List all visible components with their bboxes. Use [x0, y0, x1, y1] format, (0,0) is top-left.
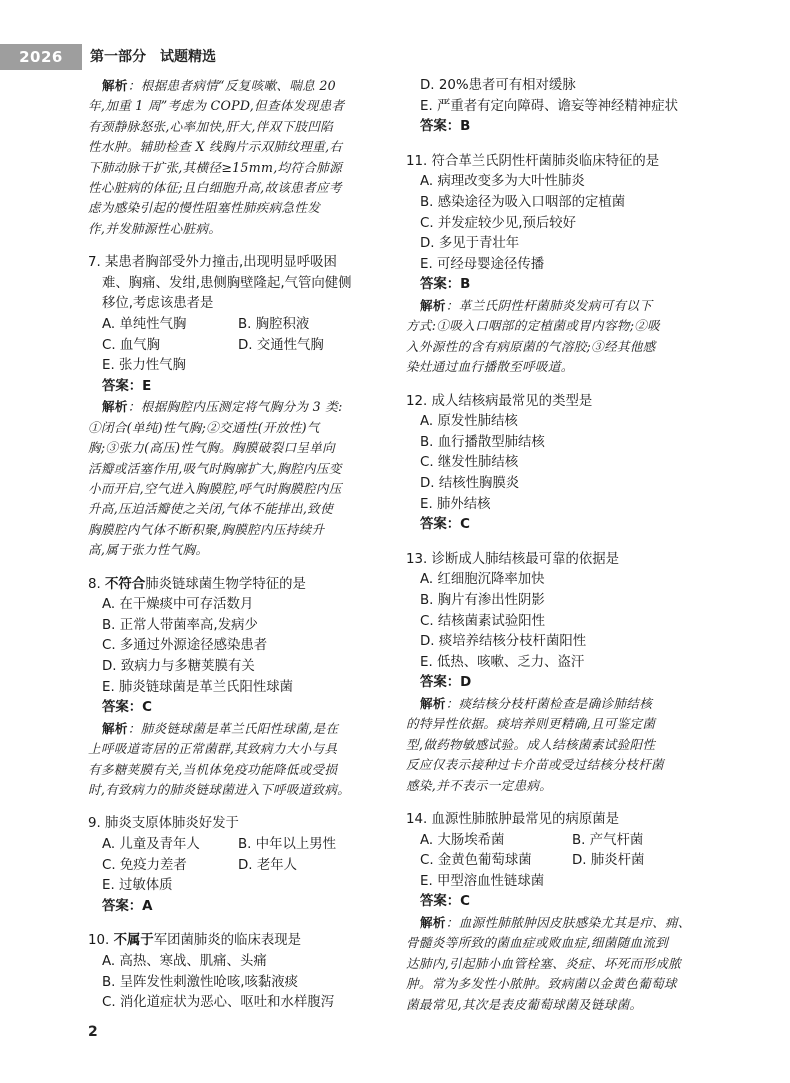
option-d[interactable]: D. 结核性胸膜炎: [420, 475, 520, 491]
explanation-line: 反应仅表示接种过卡介苗或受过结核分枝杆菌: [406, 757, 664, 773]
option-e[interactable]: E. 甲型溶血性链球菌: [420, 873, 545, 889]
option-d[interactable]: D. 致病力与多糖荚膜有关: [102, 659, 255, 675]
explanation-line: 性水肿。辅助检查 X 线胸片示双肺纹理重,右: [88, 139, 343, 155]
question-stem: 11. 符合革兰氏阴性杆菌肺炎临床特征的是: [406, 153, 660, 169]
option-c[interactable]: C. 血气胸: [102, 337, 161, 353]
explanation-line: 解析：血源性肺脓肿因皮肤感染尤其是疖、痈、: [420, 914, 691, 930]
option-d[interactable]: D. 多见于青壮年: [420, 236, 520, 252]
answer: 答案：B: [420, 119, 471, 135]
explanation-label: 解析: [102, 399, 128, 415]
explanation-line: 肿。常为多发性小脓肿。致病菌以金黄色葡萄球: [406, 976, 677, 992]
explanation-line: 感染,并不表示一定患病。: [406, 777, 553, 793]
option-c[interactable]: C. 免疫力差者: [102, 857, 187, 873]
right-column: [406, 76, 702, 1015]
explanation-line: 有颈静脉怒张,心率加快,肝大,伴双下肢凹陷: [88, 118, 333, 134]
option-a[interactable]: A. 红细胞沉降率加快: [420, 572, 545, 588]
explanation-line: 解析：革兰氏阴性杆菌肺炎发病可有以下: [420, 297, 653, 313]
explanation-line: 年,加重 1 周”考虑为 COPD,但查体发现患者: [88, 98, 345, 114]
explanation-label: 解析: [420, 914, 446, 930]
explanation-label: 解析: [102, 720, 128, 736]
option-a[interactable]: A. 大肠埃希菌: [420, 832, 505, 848]
explanation-line: 时,有致病力的肺炎链球菌进入下呼吸道致病。: [88, 782, 351, 798]
explanation-line: 胸;③张力(高压)性气胸。胸膜破裂口呈单向: [88, 440, 336, 456]
question-8: [88, 575, 378, 801]
option-row: [406, 851, 702, 872]
option-row: [406, 831, 702, 852]
page-header: [0, 44, 790, 70]
question-12: [406, 392, 702, 536]
question-10-continued: [406, 76, 702, 138]
explanation-line: 达肺内,引起肺小血管栓塞、炎症、坏死而形成脓: [406, 955, 682, 971]
option-a[interactable]: A. 儿童及青年人: [102, 837, 200, 853]
option-row: [88, 835, 378, 856]
explanation-line: ①闭合(单纯)性气胸;②交通性(开放性)气: [88, 419, 320, 435]
option-e[interactable]: E. 严重者有定向障碍、谵妄等神经精神症状: [420, 98, 679, 114]
year-tab: 2026: [0, 44, 82, 70]
question-stem: 7. 某患者胸部受外力撞击,出现明显呼吸困: [88, 255, 337, 271]
question-10: [88, 931, 378, 1013]
explanation-line: 解析：痰结核分枝杆菌检查是确诊肺结核: [420, 695, 653, 711]
option-a[interactable]: A. 单纯性气胸: [102, 317, 187, 333]
option-b[interactable]: B. 胸腔积液: [238, 317, 310, 333]
option-c[interactable]: C. 并发症较少见,预后较好: [420, 215, 577, 231]
explanation-line: 高,属于张力性气胸。: [88, 542, 209, 558]
option-e[interactable]: E. 低热、咳嗽、乏力、盗汗: [420, 654, 585, 670]
option-row: [88, 856, 378, 877]
question-stem: 10. 不属于军团菌肺炎的临床表现是: [88, 933, 302, 949]
explanation-line: 解析：根据患者病情“反复咳嗽、喘息 20: [102, 78, 336, 93]
option-e[interactable]: E. 张力性气胸: [102, 358, 186, 374]
left-column: [88, 76, 378, 1014]
answer: 答案：A: [102, 898, 153, 914]
option-b[interactable]: B. 中年以上男性: [238, 837, 337, 853]
explanation-line: 方式:①吸入口咽部的定植菌或胃内容物;②吸: [406, 318, 661, 334]
explanation-line: 的特异性依据。痰培养则更精确,且可鉴定菌: [406, 716, 656, 732]
option-b[interactable]: B. 胸片有渗出性阴影: [420, 592, 545, 608]
option-b[interactable]: B. 呈阵发性刺激性呛咳,咳黏液痰: [102, 974, 299, 990]
answer: 答案：E: [102, 378, 152, 394]
question-13: [406, 550, 702, 796]
answer: 答案：C: [420, 894, 470, 910]
option-e[interactable]: E. 肺外结核: [420, 496, 491, 512]
explanation-line: 上呼吸道寄居的正常菌群,其致病力大小与具: [88, 741, 338, 757]
option-c[interactable]: C. 消化道症状为恶心、呕吐和水样腹泻: [102, 995, 335, 1011]
option-c[interactable]: C. 结核菌素试验阳性: [420, 613, 545, 629]
explanation-line: 活瓣或活塞作用,吸气时胸廓扩大,胸腔内压变: [88, 460, 342, 476]
answer: 答案：B: [420, 277, 471, 293]
explanation-line: 小而开启,空气进入胸膜腔,呼气时胸膜腔内压: [88, 481, 342, 497]
question-stem: 8. 不符合肺炎链球菌生物学特征的是: [88, 576, 306, 592]
option-b[interactable]: B. 血行播散型肺结核: [420, 434, 545, 450]
option-row: [88, 315, 378, 336]
option-a[interactable]: A. 在干燥痰中可存活数月: [102, 597, 254, 613]
option-b[interactable]: B. 感染途径为吸入口咽部的定植菌: [420, 194, 626, 210]
option-a[interactable]: A. 高热、寒战、肌痛、头痛: [102, 954, 267, 969]
option-c[interactable]: C. 多通过外源途径感染患者: [102, 638, 268, 654]
explanation-line: 型,做药物敏感试验。成人结核菌素试验阳性: [406, 736, 656, 752]
answer: 答案：C: [102, 700, 152, 716]
explanation-label: 解析: [102, 78, 128, 93]
explanation-line: 作,并发肺源性心脏病。: [88, 220, 222, 236]
question-stem: 14. 血源性肺脓肿最常见的病原菌是: [406, 811, 620, 827]
page-number: 2: [88, 1024, 98, 1040]
option-b[interactable]: B. 正常人带菌率高,发病少: [102, 617, 258, 633]
explanation-line: 入外源性的含有病原菌的气溶胶;③经其他感: [406, 338, 656, 354]
option-d[interactable]: D. 痰培养结核分枝杆菌阳性: [420, 634, 587, 650]
explanation-line: 解析：根据胸腔内压测定将气胸分为 3 类:: [102, 399, 343, 415]
question-14: [406, 810, 702, 1015]
explanation-line: 解析：肺炎链球菌是革兰氏阳性球菌,是在: [102, 720, 339, 736]
explanation-line: 下肺动脉干扩张,其横径≥15mm,均符合肺源: [88, 159, 342, 175]
explanation-label: 解析: [420, 297, 446, 313]
explanation-line: 骨髓炎等所致的菌血症或败血症,细菌随血流到: [406, 935, 669, 951]
explanation-line: 胸膜腔内气体不断积聚,胸膜腔内压持续升: [88, 521, 325, 537]
answer: 答案：C: [420, 517, 470, 533]
explanation-label: 解析: [420, 695, 446, 711]
question-9: [88, 814, 378, 917]
explanation-line: 有多糖荚膜有关,当机体免疫功能降低或受损: [88, 761, 338, 777]
option-a[interactable]: A. 原发性肺结核: [420, 414, 518, 430]
question-stem: 12. 成人结核病最常见的类型是: [406, 393, 593, 409]
explanation-line: 性心脏病的体征;且白细胞升高,故该患者应考: [88, 180, 342, 196]
option-d[interactable]: D. 交通性气胸: [238, 337, 324, 353]
section-title: 第一部分 试题精选: [90, 49, 216, 65]
explanation-line: 染灶通过血行播散至呼吸道。: [406, 359, 574, 375]
explanation-line: 升高,压迫活瓣使之关闭,气体不能排出,致使: [88, 501, 333, 517]
option-row: [88, 336, 378, 357]
question-stem: 移位,考虑该患者是: [102, 296, 214, 312]
explanation-line: 菌最常见,其次是表皮葡萄球菌及链球菌。: [406, 996, 643, 1012]
answer: 答案：D: [420, 675, 472, 691]
explanation-line: 虑为感染引起的慢性阻塞性肺疾病急性发: [88, 200, 321, 216]
option-e[interactable]: E. 可经母婴途径传播: [420, 256, 545, 272]
option-d[interactable]: D. 20%患者可有相对缓脉: [420, 78, 576, 93]
option-d[interactable]: D. 肺炎杆菌: [572, 853, 645, 869]
option-c[interactable]: C. 金黄色葡萄球菌: [420, 853, 532, 869]
option-e[interactable]: E. 过敏体质: [102, 878, 173, 894]
option-d[interactable]: D. 老年人: [238, 857, 297, 873]
option-c[interactable]: C. 继发性肺结核: [420, 455, 519, 471]
question-6-explanation: [88, 76, 378, 239]
question-7: [88, 253, 378, 560]
option-e[interactable]: E. 肺炎链球菌是革兰氏阳性球菌: [102, 679, 294, 695]
question-stem: 13. 诊断成人肺结核最可靠的依据是: [406, 551, 620, 567]
option-a[interactable]: A. 病理改变多为大叶性肺炎: [420, 174, 585, 190]
question-11: [406, 152, 702, 378]
question-stem: 9. 肺炎支原体肺炎好发于: [88, 816, 239, 832]
option-b[interactable]: B. 产气杆菌: [572, 832, 644, 848]
question-stem: 难、胸痛、发绀,患侧胸壁隆起,气管向健侧: [102, 275, 352, 291]
